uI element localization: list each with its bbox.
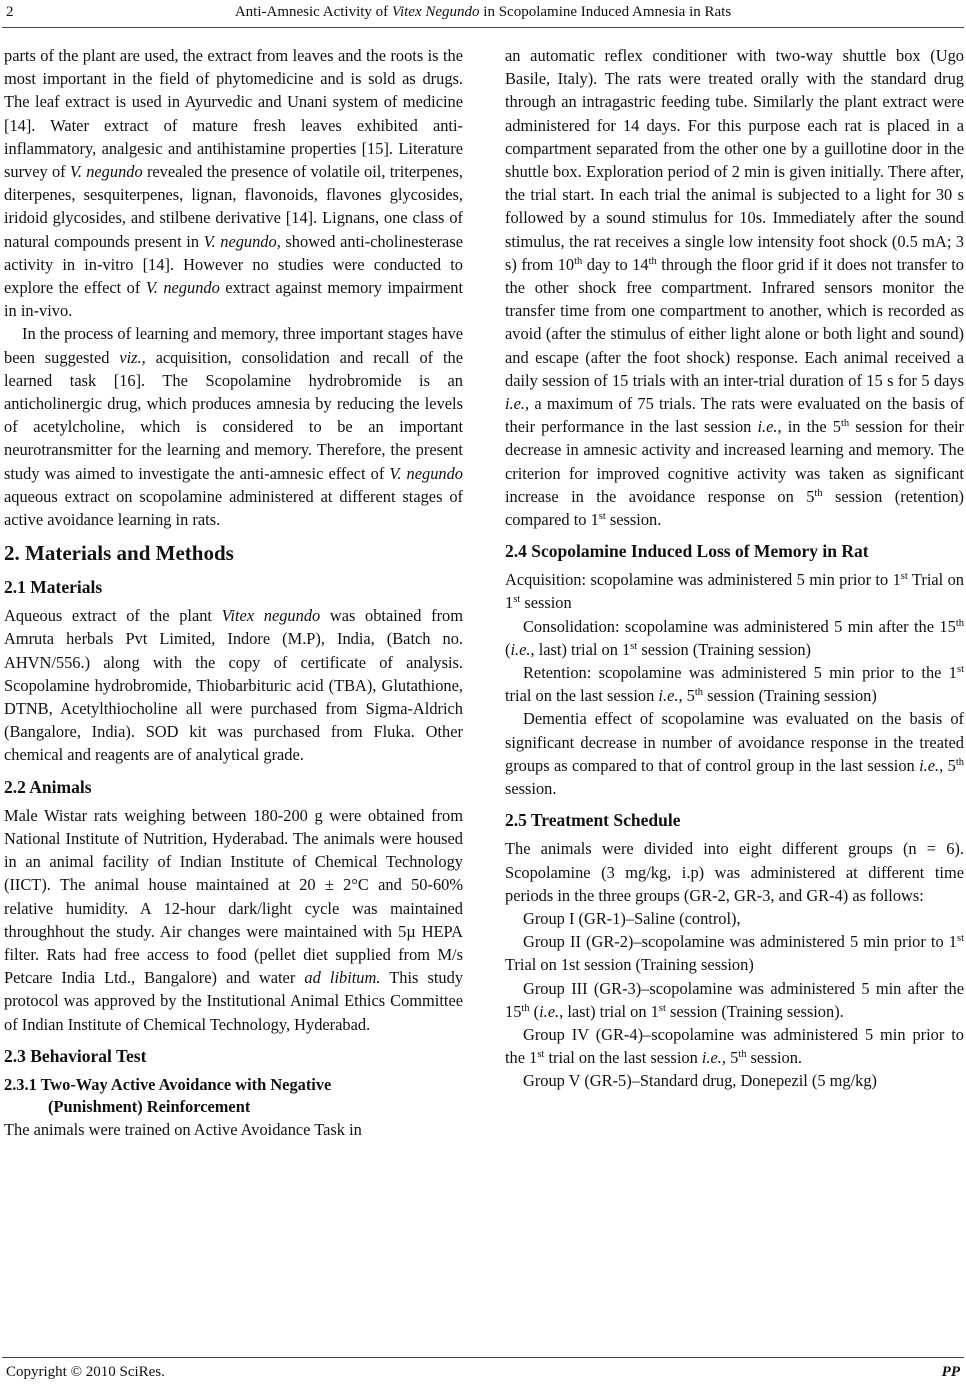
subsection-heading-scopolamine: 2.4 Scopolamine Induced Loss of Memory in Rat bbox=[505, 541, 869, 562]
running-title-species: Vitex Negundo bbox=[391, 4, 480, 20]
group-item-4: Group IV (GR-4)–scopolamine was administered 5 min prior to the 1st trial on the last session i.e., 5th session. bbox=[505, 1024, 964, 1068]
copyright-notice: Copyright © 2010 SciRes. bbox=[6, 1364, 165, 1380]
section-heading-methods: 2. Materials and Methods bbox=[4, 541, 234, 566]
paragraph-trained: The animals were trained on Active Avoidance Task in bbox=[4, 1119, 362, 1139]
right-column bbox=[505, 44, 964, 1093]
paragraph-consolidation: Consolidation: scopolamine was administered 5 min after the 15th (i.e., last) trial on 1st session (Training session) bbox=[505, 616, 964, 659]
running-title bbox=[0, 4, 966, 21]
running-header bbox=[0, 0, 966, 28]
group-item-2: Group II (GR-2)–scopolamine was administered 5 min prior to 1st Trial on 1st session (Training session) bbox=[505, 932, 964, 975]
footer-rule bbox=[2, 1357, 964, 1358]
subsubsection-heading-two-way: 2.3.1 Two-Way Active Avoidance with Negative (Punishment) Reinforcement bbox=[4, 1074, 332, 1116]
header-rule bbox=[2, 27, 964, 28]
paragraph-shuttle-box: an automatic reflex conditioner with two-way shuttle box (Ugo Basile, Italy). The rats were treated orally with the standard drug through an intragastric feeding tube. Similarly the plant extract were administered for 14 days. For this purpose each rat is placed in a compartment separated from the other one by a guillotine door in the shuttle box. Exploration period of 2 min is given initially. There after, the trial start. In each trial the animal is subjected to a light for 30 s followed by a sound stimulus for 10s. Immediately after the sound stimulus, the rat receives a single low intensity foot shock (0.5 mA; 3 s) from 10th day to 14th through the floor grid if it does not transfer to the other shock free compartment. Infrared sensors monitor the transfer time from one compartment to another, which is recorded as avoid (after the stimulus of either light alone or both light and sound) and escape (after the foot shock) response. Each animal received a daily session of 15 trials with an inter-trial duration of 15 s for 5 days i.e., a maximum of 75 trials. The rats were evaluated on the basis of their performance in the last session i.e., in the 5th session for their decrease in amnesic activity and increased learning and memory. The criterion for improved cognitive activity was taken as significant increase in the avoidance response on 5th session (retention) compared to 1st session. bbox=[505, 46, 964, 530]
paragraph-plant-parts: parts of the plant are used, the extract from leaves and the roots is the most important in the field of phytomedicine and is sold as drugs. The leaf extract is used in Ayurvedic and Unani system of medicine [14]. Water extract of mature fresh leaves exhibited anti-inflammatory, analgesic and antihistamine properties [15]. Literature survey of V. negundo revealed the presence of volatile oil, triterpenes, diterpenes, sesquiterpenes, lignan, flavonoids, flavones glycosides, iridoid glycosides, and stilbene derivative [14]. Lignans, one class of natural compounds present in V. negundo, showed anti-cholinesterase activity in in-vitro [14]. However no studies were conducted to explore the effect of V. negundo extract against memory impairment in in-vivo. bbox=[4, 46, 463, 321]
group-item-5: Group V (GR-5)–Standard drug, Donepezil (5 mg/kg) bbox=[523, 1071, 878, 1091]
group-item-1: Group I (GR-1)–Saline (control), bbox=[523, 908, 741, 928]
paragraph-learning-memory: In the process of learning and memory, three important stages have been suggested viz., acquisition, consolidation and recall of the learned task [16]. The Scopolamine hydrobromide is an anticholinergic drug, which produces amnesia by reducing the levels of acetylcholine, which is considered to be an important neurotransmitter for the learning and memory. Therefore, the present study was aimed to investigate the anti-amnesic effect of V. negundo aqueous extract on scopolamine administered at different stages of active avoidance learning in rats. bbox=[4, 324, 463, 530]
footer-mark: PP bbox=[941, 1364, 960, 1380]
running-title-text-end: in Scopolamine Induced Amnesia in Rats bbox=[479, 4, 732, 20]
paragraph-acquisition: Acquisition: scopolamine was administered 5 min prior to 1st Trial on 1st session bbox=[505, 570, 964, 613]
left-column bbox=[4, 44, 463, 1141]
page-number: 2 bbox=[6, 4, 14, 20]
subsection-heading-animals: 2.2 Animals bbox=[4, 776, 92, 797]
subsection-heading-behavioral: 2.3 Behavioral Test bbox=[4, 1045, 147, 1066]
paragraph-materials: Aqueous extract of the plant Vitex negundo was obtained from Amruta herbals Pvt Limited, Indore (M.P), India, (Batch no. AHVN/556.) along with the copy of certificate of analysis. Scopolamine hydrobromide, Thiobarbituric acid (TBA), Glutathione, DTNB, Acetylthiocholine all were purchased from Sigma-Aldrich (Bangalore, India). SOD kit was purchased from Fluka. Other chemical and reagents are of analytical grade. bbox=[4, 606, 464, 765]
paragraph-animals: Male Wistar rats weighing between 180-200 g were obtained from National Institute of Nutrition, Hyderabad. The animals were housed in an animal facility of Indian Institute of Chemical Technology (IICT). The animal house maintained at 20 ± 2°C and 50-60% relative humidity. A 12-hour dark/light cycle was maintained throughhout the study. Air changes were maintained with 5µ HEPA filter. Rats had free access to food (pellet diet supplied from M/s Petcare India Ltd., Bangalore) and water ad libitum. This study protocol was approved by the Institutional Animal Ethics Committee of Indian Institute of Chemical Technology, Hyderabad. bbox=[4, 805, 464, 1034]
group-item-3: Group III (GR-3)–scopolamine was administered 5 min after the 15th (i.e., last) trial on 1st session (Training session). bbox=[505, 978, 964, 1021]
running-title-text: Anti-Amnesic Activity of bbox=[234, 4, 392, 20]
paragraph-treatment: The animals were divided into eight different groups (n = 6). Scopolamine (3 mg/kg, i.p) was administered at different time periods in the three groups (GR-2, GR-3, and GR-4) as follows: bbox=[505, 839, 964, 905]
subsection-heading-treatment: 2.5 Treatment Schedule bbox=[505, 810, 681, 831]
paragraph-dementia: Dementia effect of scopolamine was evaluated on the basis of significant decrease in number of avoidance response in the treated groups as compared to that of control group in the last session i.e., 5th session. bbox=[505, 709, 964, 799]
subsection-heading-materials: 2.1 Materials bbox=[4, 577, 103, 598]
paragraph-retention: Retention: scopolamine was administered 5 min prior to the 1st trial on the last session i.e., 5th session (Training session) bbox=[505, 663, 964, 706]
